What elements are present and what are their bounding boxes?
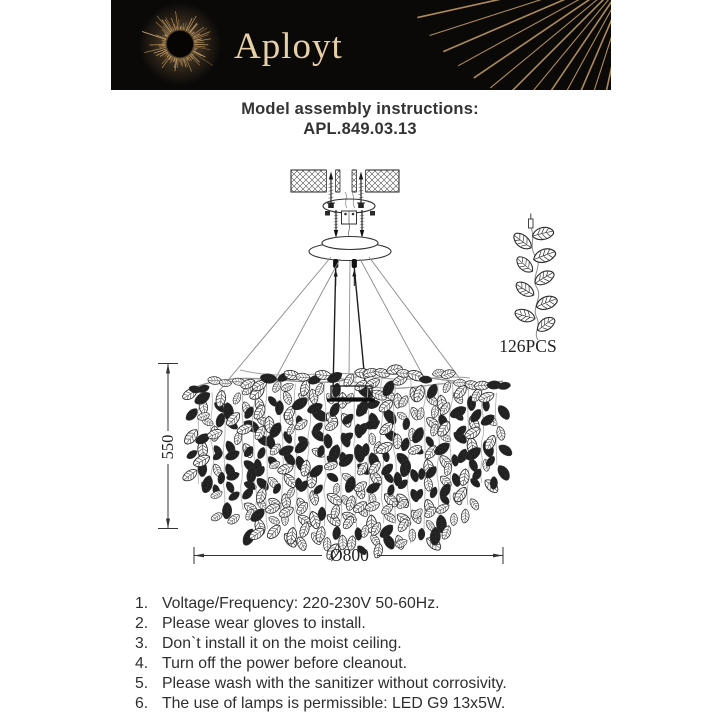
height-dimension <box>158 364 178 529</box>
instruction-number: 1. <box>135 595 149 612</box>
chandelier-leaves <box>181 364 514 562</box>
instruction-text: Turn off the power before cleanout. <box>162 654 408 672</box>
ceiling-slab <box>291 169 399 192</box>
terminal-block <box>325 211 375 236</box>
instruction-text: Please wear gloves to install. <box>162 614 366 632</box>
instruction-number: 4. <box>135 654 149 672</box>
model-number: APL.849.03.13 <box>303 120 417 138</box>
height-dimension-label: 550 <box>158 434 177 460</box>
pieces-count-label: 126PCS <box>499 336 557 356</box>
instruction-number: 2. <box>135 614 149 632</box>
instruction-text: The use of lamps is permissible: LED G9 13x5W. <box>162 694 506 712</box>
ceiling-canopy <box>309 237 391 261</box>
diameter-dimension-label: Ø800 <box>330 545 369 565</box>
diameter-dimension <box>194 545 503 565</box>
suspension-wires <box>219 257 469 392</box>
instruction-text: Please wash with the sanitizer without corrosivity. <box>162 674 507 692</box>
instruction-text: Don`t install it on the moist ceiling. <box>162 634 402 652</box>
leaf-strand-detail <box>499 214 558 357</box>
instructions-list <box>135 594 615 713</box>
instruction-item <box>135 634 615 654</box>
instruction-item <box>135 614 615 634</box>
instruction-item <box>135 654 615 674</box>
cable-grippers <box>333 259 357 286</box>
page-title: Model assembly instructions: <box>241 100 479 118</box>
instruction-item <box>135 594 615 614</box>
supply-wires <box>345 192 355 208</box>
instruction-text: Voltage/Frequency: 220-230V 50-60Hz. <box>162 595 440 612</box>
instruction-item <box>135 674 615 694</box>
brand-name: Aployt <box>234 26 343 67</box>
instruction-number: 6. <box>135 694 149 712</box>
instruction-item <box>135 694 615 714</box>
instruction-number: 5. <box>135 674 149 692</box>
instruction-number: 3. <box>135 634 149 652</box>
